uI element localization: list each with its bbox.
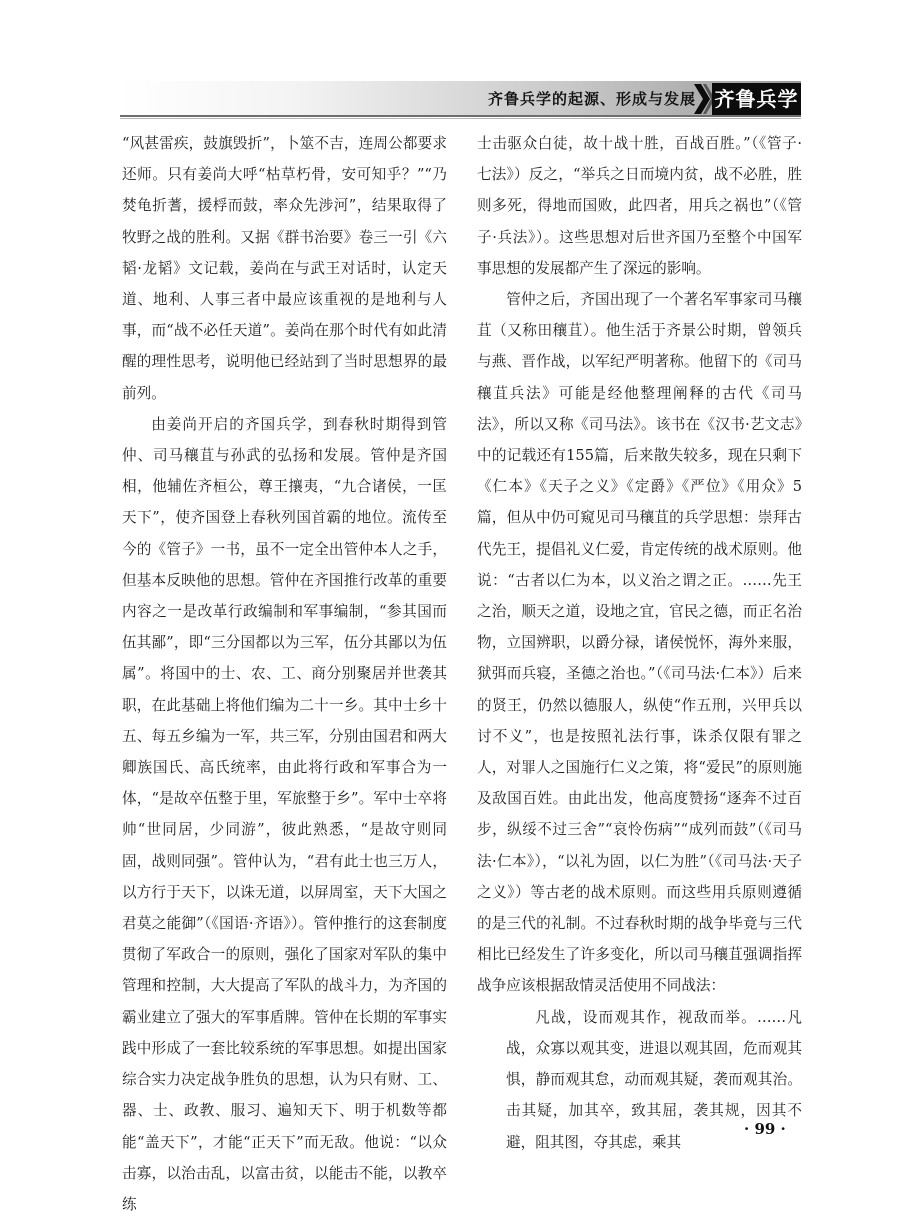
section-badge-label: 齐鲁兵学 xyxy=(714,87,799,111)
block-quote: 凡战，设而观其作，视敌而举。……凡战，众寡以观其变，进退以观其固，危而观其惧，静而观其怠，动而观其疑，袭而观其治。击其疑，加其卒，致其屈，袭其规，因其不避，阻其图，夺其虑，乘其 xyxy=(506,1008,802,1151)
right-column xyxy=(477,128,802,1158)
left-column xyxy=(122,128,447,1220)
header-rule-thin xyxy=(120,118,801,119)
left-paragraph-2: 由姜尚开启的齐国兵学，到春秋时期得到管仲、司马穰苴与孙武的弘扬和发展。管仲是齐国相，他辅佐齐桓公，尊王攘夷，“九合诸侯，一匡天下”，使齐国登上春秋列国首霸的地位。流传至今的《管子》一书，虽不一定全出管仲本人之手，但基本反映他的思想。管仲在齐国推行改革的重要内容之一是改革行政编制和军事编制，“参其国而伍其鄙”，即“三分国都以为三军，伍分其鄙以为伍属”。将国中的士、农、工、商分别聚居并世袭其职，在此基础上将他们编为二十一乡。其中士乡十五、每五乡编为一军，共三军，分别由国君和两大卿族国氏、高氏统率，由此将行政和军事合为一体，“是故卒伍整于里，军旅整于乡”。军中士卒将帅“世同居，少同游”，彼此熟悉，“是故守则同固，战则同强”。管仲认为，“君有此士也三万人，以方行于天下，以诛无道，以屏周室，天下大国之君莫之能御”（《国语·齐语》）。管仲推行的这套制度贯彻了军政合一的原则，强化了国家对军队的集中管理和控制，大大提高了军队的战斗力，为齐国的霸业建立了强大的军事盾牌。管仲在长期的军事实践中形成了一套比较系统的军事思想。如提出国家综合实力决定战争胜负的思想，认为只有财、工、器、士、政教、服习、遍知天下、明于机数等都能“盖天下”，才能“正天下”而无敌。他说：“以众击寡，以治击乱，以富击贫，以能击不能，以教卒练 xyxy=(122,415,447,1213)
page-number: · 99 · xyxy=(744,1120,786,1138)
right-paragraph-1: 士击驱众白徒，故十战十胜，百战百胜。”（《管子·七法》）反之，“举兵之日而境内贫，战不必胜，胜则多死，得地而国败，此四者，用兵之祸也”（《管子·兵法》）。这些思想对后世齐国乃至整个中国军事思想的发展都产生了深远的影响。 xyxy=(477,135,802,277)
double-chevron-right-icon xyxy=(694,84,712,114)
section-badge xyxy=(712,83,801,115)
right-paragraph-2: 管仲之后，齐国出现了一个著名军事家司马穰苴（又称田穰苴）。他生活于齐景公时期，曾领兵与燕、晋作战，以军纪严明著称。他留下的《司马穰苴兵法》可能是经他整理阐释的古代《司马法》，所以又称《司马法》。该书在《汉书·艺文志》中的记载还有155篇，后来散失较多，现在只剩下《仁本》《天子之义》《定爵》《严位》《用众》5篇，但从中仍可窥见司马穰苴的兵学思想：崇拜古代先王，提倡礼义仁爱，肯定传统的战术原则。他说：“古者以仁为本，以义治之谓之正。……先王之治，顺天之道，设地之宜，官民之德，而正名治物，立国辨职，以爵分禄，诸侯悦怀，海外来服，狱弭而兵寝，圣德之治也。”（《司马法·仁本》）后来的贤王，仍然以德服人，纵使“作五刑，兴甲兵以讨不义”，也是按照礼法行事，诛杀仅限有罪之人，对罪人之国施行仁义之策，将“爱民”的原则施及敌国百姓。由此出发，他高度赞扬“逐奔不过百步，纵绥不过三舍”“哀怜伤病”“成列而鼓”（《司马法·仁本》），“以礼为固，以仁为胜”（《司马法·天子之义》）等古老的战术原则。而这些用兵原则遵循的是三代的礼制。不过春秋时期的战争毕竟与三代相比已经发生了许多变化，所以司马穰苴强调指挥战争应该根据敌情灵活使用不同战法： xyxy=(477,291,802,995)
left-paragraph-1: “风甚雷疾，鼓旗毁折”，卜筮不吉，连周公都要求还师。只有姜尚大呼“枯草朽骨，安可知乎？”“乃焚龟折蓍，援桴而鼓，率众先涉河”，结果取得了牧野之战的胜利。又据《群书治要》卷三一引《六韬·龙韬》文记载，姜尚在与武王对话时，认定天道、地利、人事三者中最应该重视的是地利与人事，而“战不必任天道”。姜尚在那个时代有如此清醒的理性思考，说明他已经站到了当时思想界的最前列。 xyxy=(122,135,447,402)
header-rule xyxy=(120,115,801,117)
running-header-title: 齐鲁兵学的起源、形成与发展 xyxy=(487,90,696,108)
